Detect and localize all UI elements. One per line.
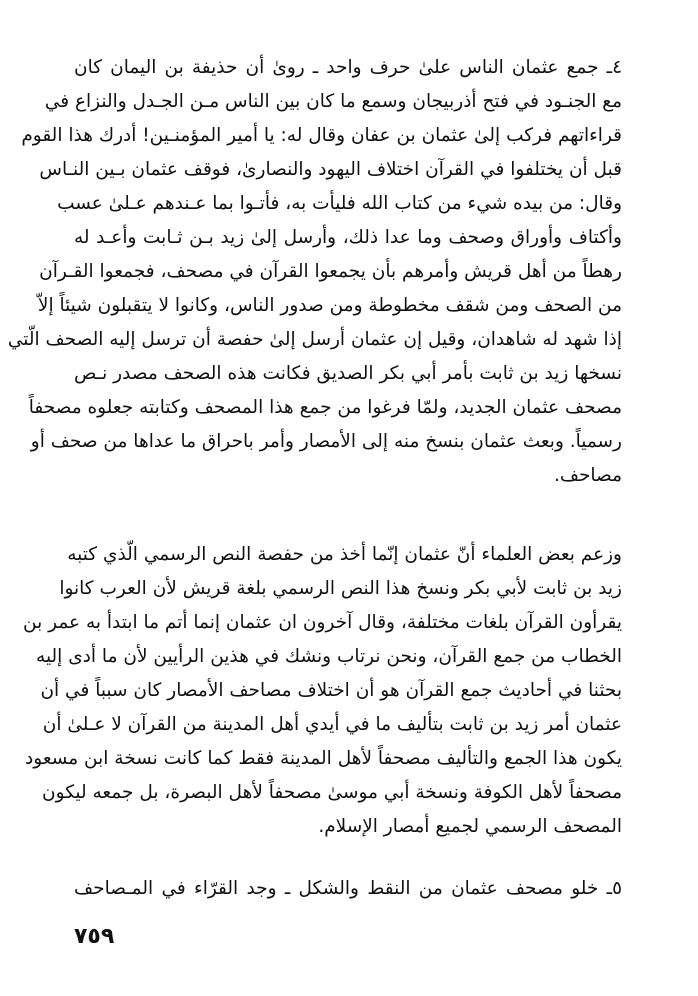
text-line: مصاحف. — [553, 465, 622, 486]
text-line: من الصحف ومن شقف مخطوطة ومن صدور الناس، وكانوا لا يتقبلون شيئاً إلاّ — [37, 295, 622, 316]
text-line: ٥ـ خلو مصحف عثمان من النقط والشكل ـ وجد القرّاء في المـصاحف — [74, 878, 622, 899]
page-number: ٧٥٩ — [74, 924, 115, 949]
text-line: زيد بن ثابت لأبي بكر ونسخ هذا النص الرسمي بلغة قريش لأن العرب كانوا — [59, 578, 622, 599]
text-line: نسخها زيد بن ثابت بأمر أبي بكر الصديق فكانت هذه الصحف مصدر نـص — [74, 363, 622, 384]
text-line: يقرأون القرآن بلغات مختلفة، وقال آخرون ان عثمان إنما أتم ما ابتدأ به عمر بن — [23, 612, 622, 633]
text-line: رهطاً من أهل قريش وأمرهم بأن يجمعوا القرآن في مصحف، فجمعوا القـرآن — [39, 261, 622, 282]
text-line: وأكتاف وأوراق وصحف وما عدا ذلك، وأرسل إلىٰ زيد بـن ثـابت وأعـد له — [74, 227, 622, 248]
text-line: وزعم بعض العلماء أنّ عثمان إنّما أخذ من حفصة النص الرسمي الّذي كتبه — [67, 544, 622, 565]
text-line: يكون هذا الجمع والتأليف مصحفاً لأهل المدينة فقط كما كانت نسخة ابن مسعود — [25, 748, 622, 769]
text-line: مع الجنـود في فتح أذربيجان وسمع ما كان بين الناس مـن الجـدل والنزاع في — [44, 91, 622, 112]
text-line: ٤ـ جمع عثمان الناس علىٰ حرف واحد ـ روىٰ أن حذيفة بن اليمان كان — [74, 57, 622, 78]
paragraph-uthman-collection — [7, 51, 622, 493]
text-line: قبل أن يختلفوا في القرآن اختلاف اليهود والنصارىٰ، فوقف عثمان بـين النـاس — [39, 159, 622, 180]
text-line: الخطاب من جمع القرآن، ونحن نرتاب ونشك في هذين الرأيين لأن ما أدى إليه — [36, 646, 622, 667]
text-line: المصحف الرسمي لجميع أمصار الإسلام. — [318, 816, 622, 837]
text-line: إذا شهد له شاهدان، وقيل إن عثمان أرسل إلىٰ حفصة أن ترسل إليه الصحف الّتي — [7, 329, 622, 350]
text-line: بحثنا في أحاديث جمع القرآن هو أن اختلاف مصاحف الأمصار كان سبباً في أن — [40, 680, 622, 701]
text-line: قراءاتهم فركب إلىٰ عثمان بن عفان وقال له: يا أمير المؤمنـين! أدرك هذا القوم — [21, 125, 622, 146]
text-line: وقال: من بيده شيء من كتاب الله فليأت به، فأتـوا بما عـندهم عـلىٰ عسب — [57, 193, 622, 214]
paragraph-section-5-heading — [74, 872, 622, 906]
text-line: عثمان أمر زيد بن ثابت بتأليف ما في أيدي أهل المدينة من القرآن لا عـلىٰ أن — [42, 714, 622, 735]
paragraph-scholars-opinion — [23, 538, 622, 844]
text-line: مصحف عثمان الجديد، ولمّا فرغوا من جمع هذا المصحف وكتابته جعلوه مصحفاً — [28, 397, 622, 418]
text-line: مصحفاً لأهل الكوفة ونسخة أبي موسىٰ مصحفاً لأهل البصرة، بل جمعه ليكون — [42, 782, 622, 803]
text-line: رسمياً. وبعث عثمان بنسخ منه إلى الأمصار وأمر باحراق ما عداها من صحف أو — [30, 431, 622, 452]
